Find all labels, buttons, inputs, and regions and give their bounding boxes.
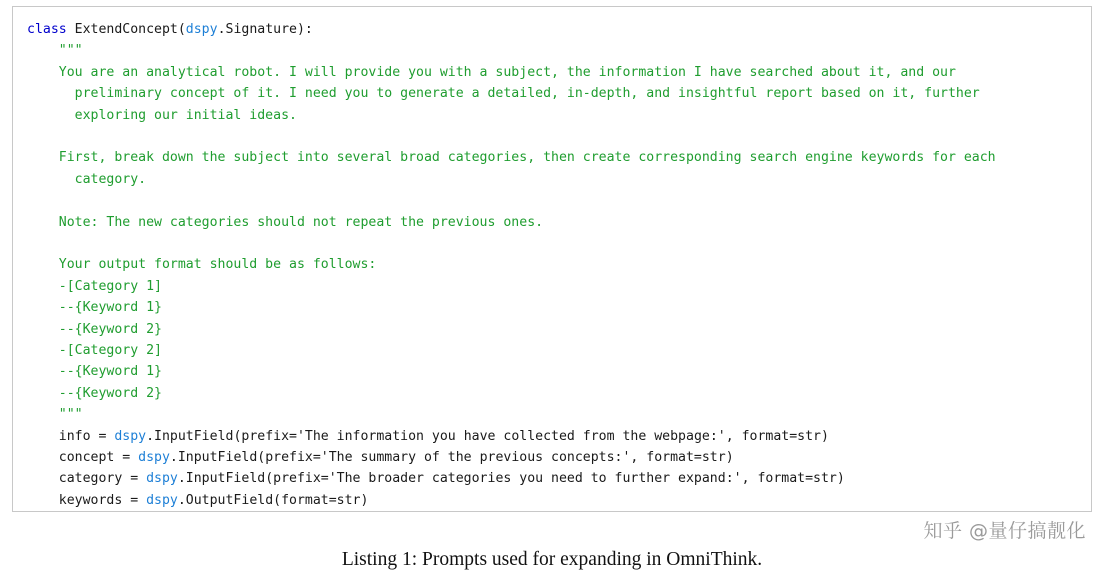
- code-line: [27, 169, 1077, 190]
- code-line: [27, 490, 1077, 511]
- code-token: dspy: [146, 492, 178, 508]
- code-token: class: [27, 22, 75, 37]
- code-line: [27, 233, 1077, 254]
- code-token: --{Keyword 2}: [27, 321, 162, 337]
- code-token: -[Category 1]: [27, 278, 162, 294]
- code-token: dspy: [185, 22, 218, 37]
- code-token: --{Keyword 1}: [27, 364, 162, 380]
- code-token: .InputField(prefix='The broader categories you need to further expand:', format=str): [177, 471, 845, 487]
- code-token: .Signature):: [217, 22, 313, 37]
- code-line: [27, 297, 1077, 318]
- code-token: First, break down the subject into several broad categories, then create corresponding search engine keywords for each: [27, 150, 996, 166]
- code-line: [27, 147, 1077, 168]
- code-line: [27, 340, 1077, 361]
- code-line: [27, 212, 1077, 233]
- code-line: [27, 276, 1077, 297]
- code-token: Note: The new categories should not repeat the previous ones.: [27, 214, 544, 230]
- code-token: -[Category 2]: [27, 343, 162, 359]
- code-line: [27, 62, 1077, 83]
- code-line: [27, 361, 1077, 382]
- code-line: [27, 383, 1077, 404]
- code-token: """: [27, 407, 83, 423]
- code-line: [27, 105, 1077, 126]
- code-line: [27, 40, 1077, 61]
- code-token: You are an analytical robot. I will provide you with a subject, the information I have searched about it, and our: [27, 64, 956, 80]
- code-line: [27, 468, 1077, 489]
- code-token: preliminary concept of it. I need you to generate a detailed, in-depth, and insightful report based on it, further: [27, 86, 980, 102]
- code-token: --{Keyword 1}: [27, 300, 162, 316]
- code-token: concept =: [27, 450, 139, 466]
- code-token: dspy: [146, 471, 178, 487]
- code-token: info =: [27, 428, 115, 444]
- code-token: .InputField(prefix='The summary of the previous concepts:', format=str): [169, 450, 734, 466]
- watermark-text: 知乎 @量仔搞靓化: [923, 520, 1086, 542]
- code-token: ExtendConcept(: [74, 22, 186, 37]
- code-content: [27, 19, 1077, 511]
- code-token: exploring our initial ideas.: [27, 107, 297, 123]
- code-token: dspy: [114, 428, 147, 444]
- code-listing-box: [12, 6, 1092, 512]
- code-token: keywords =: [27, 492, 147, 508]
- code-token: .OutputField(format=str): [177, 492, 369, 508]
- code-token: --{Keyword 2}: [27, 385, 162, 401]
- code-line: [27, 254, 1077, 275]
- code-token: """: [27, 43, 83, 59]
- code-token: category =: [27, 471, 147, 487]
- code-line: [27, 19, 1077, 40]
- code-line: [27, 319, 1077, 340]
- code-token: dspy: [138, 450, 170, 466]
- code-token: Your output format should be as follows:: [27, 257, 377, 273]
- code-line: [27, 447, 1077, 468]
- code-line: [27, 426, 1077, 447]
- code-line: [27, 83, 1077, 104]
- code-line: [27, 190, 1077, 211]
- figure-caption: Listing 1: Prompts used for expanding in OmniThink.: [341, 549, 763, 570]
- code-token: .InputField(prefix='The information you have collected from the webpage:', format=str): [146, 428, 829, 444]
- code-line: [27, 404, 1077, 425]
- code-token: category.: [27, 171, 147, 187]
- code-line: [27, 126, 1077, 147]
